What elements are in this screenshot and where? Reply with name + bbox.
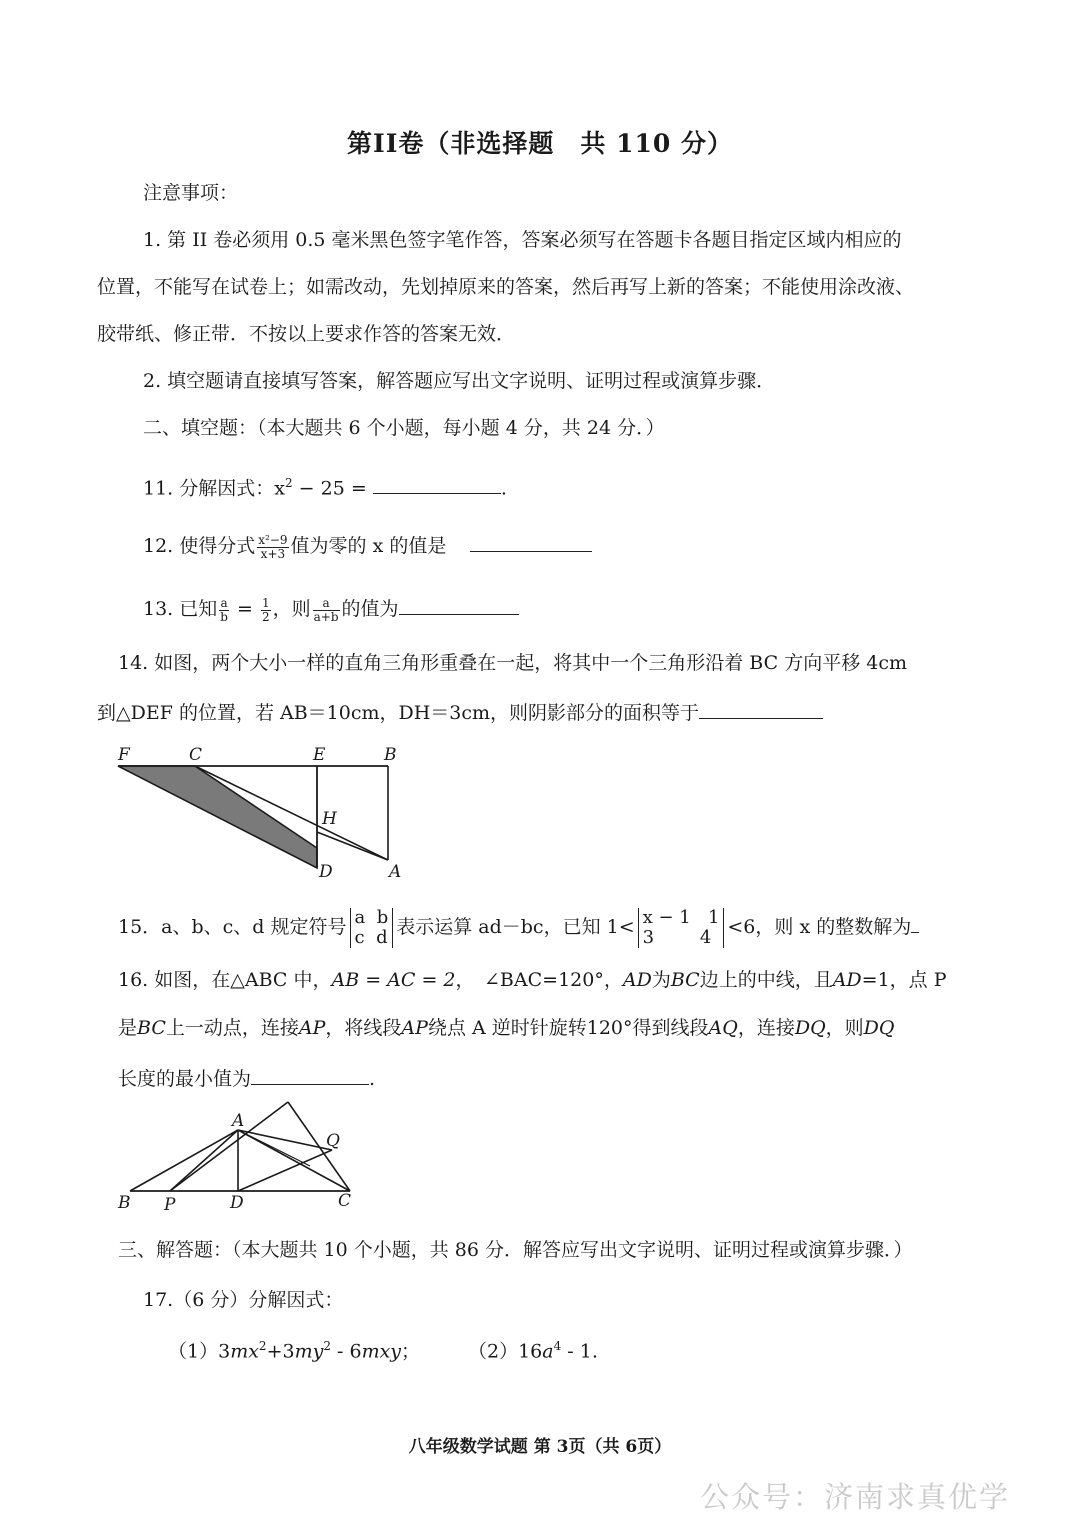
q13-f2-den: 2 xyxy=(261,609,270,624)
q14-answer-blank[interactable] xyxy=(699,698,823,719)
q14-label-C: C xyxy=(189,745,203,765)
q15-d1-b: b xyxy=(376,907,389,928)
q16-l2-j: DQ xyxy=(794,1017,826,1039)
q13-f3-den: a+b xyxy=(313,609,339,624)
question-17-part-2 xyxy=(468,1334,598,1363)
section-2-heading: 二、填空题：（本大题共 6 个小题，每小题 4 分，共 24 分．） xyxy=(143,417,665,439)
q13-equals: = xyxy=(230,598,259,620)
q12-prefix: 12. 使得分式 xyxy=(143,535,256,557)
q14-label-F: F xyxy=(118,745,130,765)
q16-l2-h: AQ xyxy=(708,1017,738,1039)
q16-line-BA xyxy=(130,1130,238,1191)
q14-label-E: E xyxy=(313,745,326,765)
q15-suffix: <6，则 x 的整数解为 xyxy=(727,916,912,938)
question-15 xyxy=(118,908,919,948)
q17-p2-end: - 1. xyxy=(561,1340,598,1363)
q15-d1-c: c xyxy=(354,927,365,948)
q15-d1-a: a xyxy=(354,907,366,928)
question-14-line-2 xyxy=(97,698,823,725)
q16-l2-g: 绕点 A 逆时针旋转120°得到线段 xyxy=(427,1017,709,1039)
q17-p1-prefix: （1）3 xyxy=(168,1340,231,1363)
q11-exp: 2 xyxy=(284,476,293,490)
page-footer: 八年级数学试题 第 3页（共 6页） xyxy=(408,1437,672,1457)
watermark: 公众号：济南求真优学 xyxy=(700,1480,1011,1514)
q17-p2-exp: 4 xyxy=(553,1339,562,1353)
q16-l2-b: BC xyxy=(137,1017,166,1039)
q11-prefix: 11. 分解因式：x xyxy=(143,477,285,500)
q16-label-C: C xyxy=(338,1191,352,1211)
q16-l1-g: 边上的中线，且 xyxy=(699,969,833,991)
q17-p1-exp2: 2 xyxy=(323,1339,331,1353)
question-17-part-1 xyxy=(168,1334,420,1363)
q16-l3-text: 长度的最小值为 xyxy=(118,1068,252,1090)
q16-l2-a: 是 xyxy=(118,1017,138,1039)
q17-p1-end: - 6 xyxy=(330,1340,362,1363)
q16-label-Q: Q xyxy=(326,1131,340,1151)
q16-l2-l: DQ xyxy=(863,1017,895,1039)
q13-mid: ，则 xyxy=(272,598,311,620)
q12-frac-denominator: x+3 xyxy=(260,546,286,561)
q13-fraction-a-apb xyxy=(313,597,340,624)
q16-l2-c: 上一动点，连接 xyxy=(165,1017,299,1039)
notes-heading: 注意事项： xyxy=(143,182,239,204)
q16-label-P: P xyxy=(164,1195,176,1215)
q13-suffix: 的值为 xyxy=(341,598,399,620)
q16-l1-e: 为 xyxy=(651,969,671,991)
q13-prefix: 13. 已知 xyxy=(143,598,218,620)
question-13 xyxy=(143,594,519,624)
q13-fraction-1-2 xyxy=(261,597,271,624)
q16-label-D: D xyxy=(230,1193,244,1213)
q17-p1-text3: mxy xyxy=(361,1340,402,1363)
q16-l2-d: AP xyxy=(298,1017,326,1039)
q14-figure xyxy=(110,740,420,882)
note-item-1-line-3: 胶带纸、修正带．不按以上要求作答的答案无效． xyxy=(97,323,516,345)
q16-line-PA xyxy=(170,1130,238,1191)
q15-determinant-symbol xyxy=(350,908,394,948)
section-title: 第II卷（非选择题 共 110 分） xyxy=(347,129,733,158)
q12-answer-blank[interactable] xyxy=(470,531,592,552)
q13-f2-num: 1 xyxy=(261,595,270,610)
q11-suffix: − 25 = xyxy=(292,477,373,500)
q15-determinant-value xyxy=(638,908,725,948)
q16-l1-c: ， ∠BAC=120°， xyxy=(455,969,623,991)
q14-label-B: B xyxy=(384,745,397,765)
q16-line-AQ xyxy=(238,1130,332,1150)
q17-p1-tail: ； xyxy=(401,1340,421,1363)
q16-l1-a: 16. 如图，在△ABC 中， xyxy=(118,969,332,991)
question-16-line-2 xyxy=(118,1016,894,1040)
q14-line-DA xyxy=(317,832,388,860)
q16-l1-f: BC xyxy=(670,969,700,991)
question-17-title: 17.（6 分）分解因式： xyxy=(143,1289,344,1311)
q12-suffix: 值为零的 x 的值是 xyxy=(290,535,447,557)
q15-mid: 表示运算 ad－bc，已知 1< xyxy=(396,916,635,938)
q17-p1-mid: +3 xyxy=(266,1340,295,1363)
q13-f1-den: b xyxy=(220,609,228,624)
q14-label-H: H xyxy=(322,809,337,829)
q15-d2-d: 4 xyxy=(699,927,712,948)
question-11 xyxy=(143,471,507,500)
q16-l2-k: ，则 xyxy=(825,1017,864,1039)
note-item-1-line-2: 位置，不能写在试卷上；如需改动，先划掉原来的答案，然后再写上新的答案；不能使用涂改液、 xyxy=(97,276,915,298)
q13-fraction-a-b xyxy=(219,597,229,624)
q16-l2-f: AP xyxy=(401,1017,428,1039)
q14-line2-text: 到△DEF 的位置，若 AB＝10cm，DH＝3cm，则阴影部分的面积等于 xyxy=(97,702,700,724)
question-14-line-1: 14. 如图，两个大小一样的直角三角形重叠在一起，将其中一个三角形沿着 BC 方向平移 4cm xyxy=(118,652,907,674)
q11-answer-blank[interactable] xyxy=(373,473,501,494)
q16-l1-h: AD xyxy=(832,969,862,991)
question-12 xyxy=(143,531,592,561)
q17-p1-exp: 2 xyxy=(258,1339,267,1353)
q17-p2-prefix: （2）16 xyxy=(468,1340,543,1363)
q16-answer-blank[interactable] xyxy=(251,1064,369,1085)
q13-answer-blank[interactable] xyxy=(399,594,519,615)
q11-end: . xyxy=(500,477,507,500)
q12-fraction xyxy=(257,534,288,561)
q13-f1-num: a xyxy=(220,595,228,610)
q13-f3-num: a xyxy=(313,597,340,611)
note-item-1-line-1: 1. 第 II 卷必须用 0.5 毫米黑色签字笔作答，答案必须写在答题卡各题目指定区域内相应的 xyxy=(143,229,902,251)
q17-p1-text2: my xyxy=(294,1340,324,1363)
note-item-2: 2. 填空题请直接填写答案，解答题应写出文字说明、证明过程或演算步骤． xyxy=(143,370,776,392)
question-16-line-1 xyxy=(118,968,947,992)
q17-p1-text: mx xyxy=(230,1340,259,1363)
q16-l2-i: ，连接 xyxy=(737,1017,795,1039)
q15-prefix: 15．a、b、c、d 规定符号 xyxy=(118,916,347,938)
q14-label-D: D xyxy=(319,862,333,882)
q15-d2-b: 1 xyxy=(707,907,720,928)
q16-l3-end: . xyxy=(369,1068,376,1090)
q16-figure xyxy=(110,1096,370,1218)
q16-l2-e: ，将线段 xyxy=(325,1017,402,1039)
q16-label-B: B xyxy=(118,1193,131,1213)
question-16-line-3 xyxy=(118,1064,375,1091)
q17-p2-text: a xyxy=(542,1340,554,1363)
q16-l1-i: =1，点 P xyxy=(861,969,947,991)
q12-frac-numerator: x²−9 xyxy=(258,532,288,547)
q15-d1-d: d xyxy=(376,927,388,948)
section-3-heading: 三、解答题：（本大题共 10 个小题，共 86 分．解答应写出文字说明、证明过程或演算步骤．） xyxy=(118,1239,913,1261)
q15-answer-blank[interactable] xyxy=(911,912,919,933)
q16-label-A: A xyxy=(232,1111,245,1131)
q16-l1-d: AD xyxy=(622,969,652,991)
q15-d2-a: x − 1 xyxy=(642,907,691,928)
q15-d2-c: 3 xyxy=(642,927,655,948)
q14-shaded-region xyxy=(118,766,317,868)
q16-l1-b: AB = AC = 2 xyxy=(331,969,456,991)
q16-line-A-inner xyxy=(238,1130,310,1166)
q16-line-top-C xyxy=(288,1102,350,1191)
q14-label-A: A xyxy=(389,862,402,882)
